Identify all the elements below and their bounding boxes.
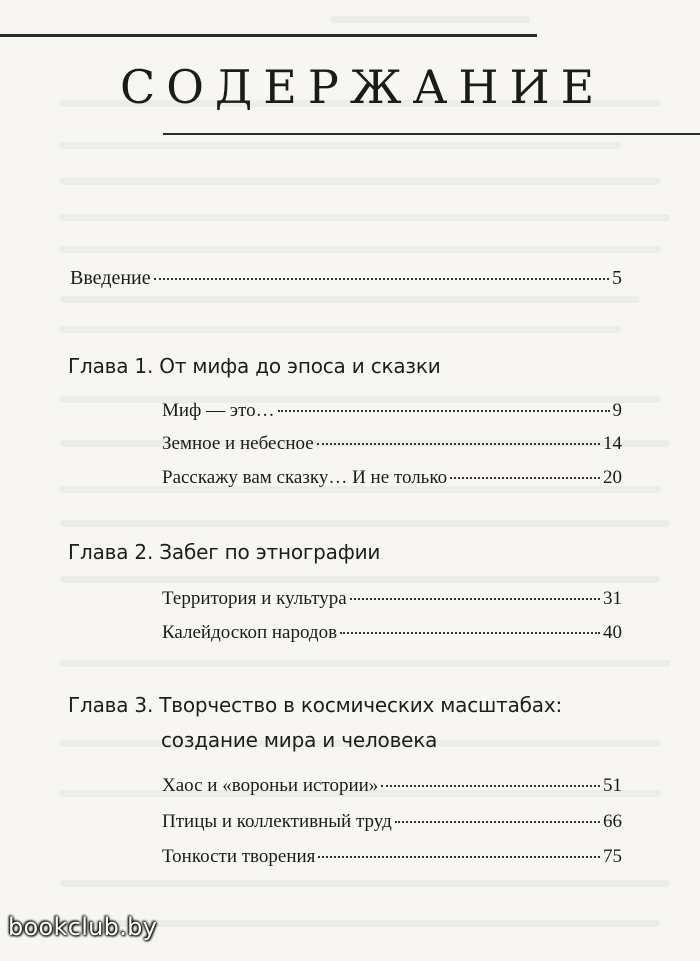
dot-leader — [450, 477, 600, 479]
toc-entry-intro[interactable] — [70, 266, 622, 290]
toc-entry-label: Птицы и коллективный труд — [162, 811, 392, 832]
top-rule — [0, 34, 537, 37]
title-rule — [163, 133, 700, 135]
toc-entry-label: Миф — это… — [162, 400, 275, 421]
toc-page-number: 51 — [603, 775, 622, 796]
toc-entry-label: Калейдоскоп народов — [162, 622, 338, 643]
chapter-heading-line: Глава 3. Творчество в космических масштабах: — [68, 693, 563, 717]
toc-entry-label: Тонкости творения — [162, 846, 316, 867]
toc-entry[interactable] — [162, 399, 622, 423]
toc-page-number: 31 — [603, 588, 622, 609]
page-title: СОДЕРЖАНИЕ — [120, 60, 606, 114]
dot-leader — [395, 821, 600, 823]
dot-leader — [340, 632, 600, 634]
toc-entry-label: Земное и небесное — [162, 433, 314, 454]
dot-leader — [317, 443, 600, 445]
toc-entry[interactable] — [162, 587, 622, 611]
toc-entry-label: Введение — [70, 267, 151, 289]
toc-page-number: 40 — [603, 622, 622, 643]
chapter-heading-1[interactable]: Глава 1. От мифа до эпоса и сказки — [68, 354, 441, 378]
toc-page-number: 9 — [612, 400, 622, 421]
dot-leader — [381, 785, 600, 787]
toc-entry-label: Хаос и «вороньи истории» — [162, 775, 379, 796]
dot-leader — [318, 856, 600, 858]
toc-entry[interactable] — [162, 466, 622, 490]
toc-entry[interactable] — [162, 432, 622, 456]
toc-entry-label: Территория и культура — [162, 588, 347, 609]
toc-entry[interactable] — [162, 810, 622, 834]
dot-leader — [350, 598, 600, 600]
toc-entry[interactable] — [162, 845, 622, 869]
watermark: bookclub.by — [8, 913, 158, 941]
chapter-heading-line: создание мира и человека — [161, 728, 438, 752]
toc-page-number: 5 — [612, 267, 622, 289]
dot-leader — [154, 278, 609, 280]
toc-entry[interactable] — [162, 774, 622, 798]
chapter-heading-3[interactable] — [68, 688, 638, 758]
toc-page-number: 66 — [603, 811, 622, 832]
toc-page-number: 14 — [603, 433, 622, 454]
toc-page-number: 75 — [603, 846, 622, 867]
toc-entry[interactable] — [162, 621, 622, 645]
dot-leader — [278, 410, 610, 412]
toc-page-number: 20 — [603, 467, 622, 488]
toc-entry-label: Расскажу вам сказку… И не только — [162, 467, 448, 488]
chapter-heading-2[interactable]: Глава 2. Забег по этнографии — [68, 540, 381, 564]
